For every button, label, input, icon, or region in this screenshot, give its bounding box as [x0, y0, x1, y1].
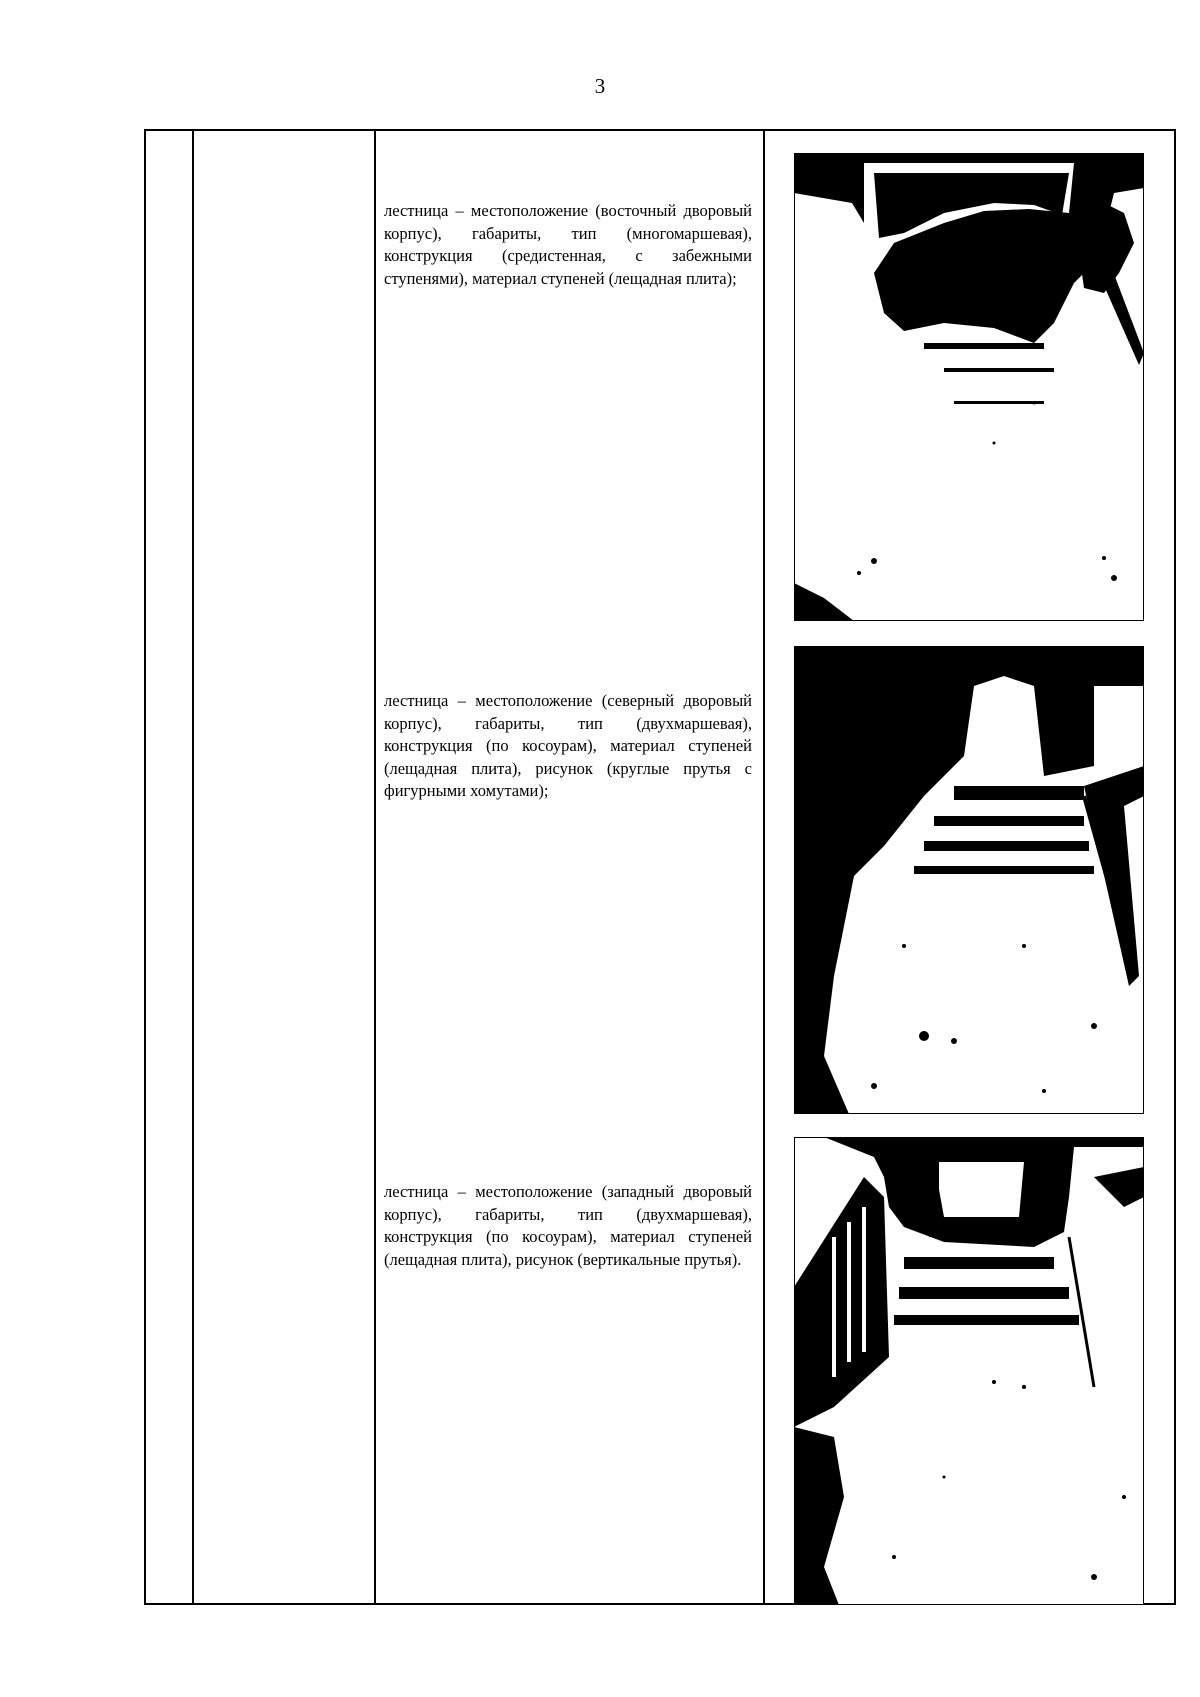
document-table	[144, 129, 1176, 1605]
staircase-photo-icon	[794, 153, 1144, 621]
row-description: лестница – местоположение (восточный дворовый корпус), габариты, тип (многомаршевая), конструкция (средистенная, с забежными ступенями), материал ступеней (лещадная плита);	[384, 201, 752, 288]
row-description: лестница – местоположение (северный дворовый корпус), габариты, тип (двухмаршевая), конструкция (по косоурам), материал ступеней (лещадная плита), рисунок (круглые прутья с фигурными хомутами);	[384, 691, 752, 800]
column-divider	[374, 131, 376, 1603]
staircase-photo-east	[794, 153, 1144, 621]
page-number: 3	[594, 74, 606, 98]
column-divider	[763, 131, 765, 1603]
column-divider	[192, 131, 194, 1603]
row-description: лестница – местоположение (западный дворовый корпус), габариты, тип (двухмаршевая), конструкция (по косоурам), материал ступеней (лещадная плита), рисунок (вертикальные прутья).	[384, 1182, 752, 1269]
staircase-photo-north	[794, 646, 1144, 1114]
staircase-photo-west	[794, 1137, 1144, 1605]
staircase-photo-icon	[794, 646, 1144, 1114]
staircase-photo-icon	[794, 1137, 1144, 1605]
